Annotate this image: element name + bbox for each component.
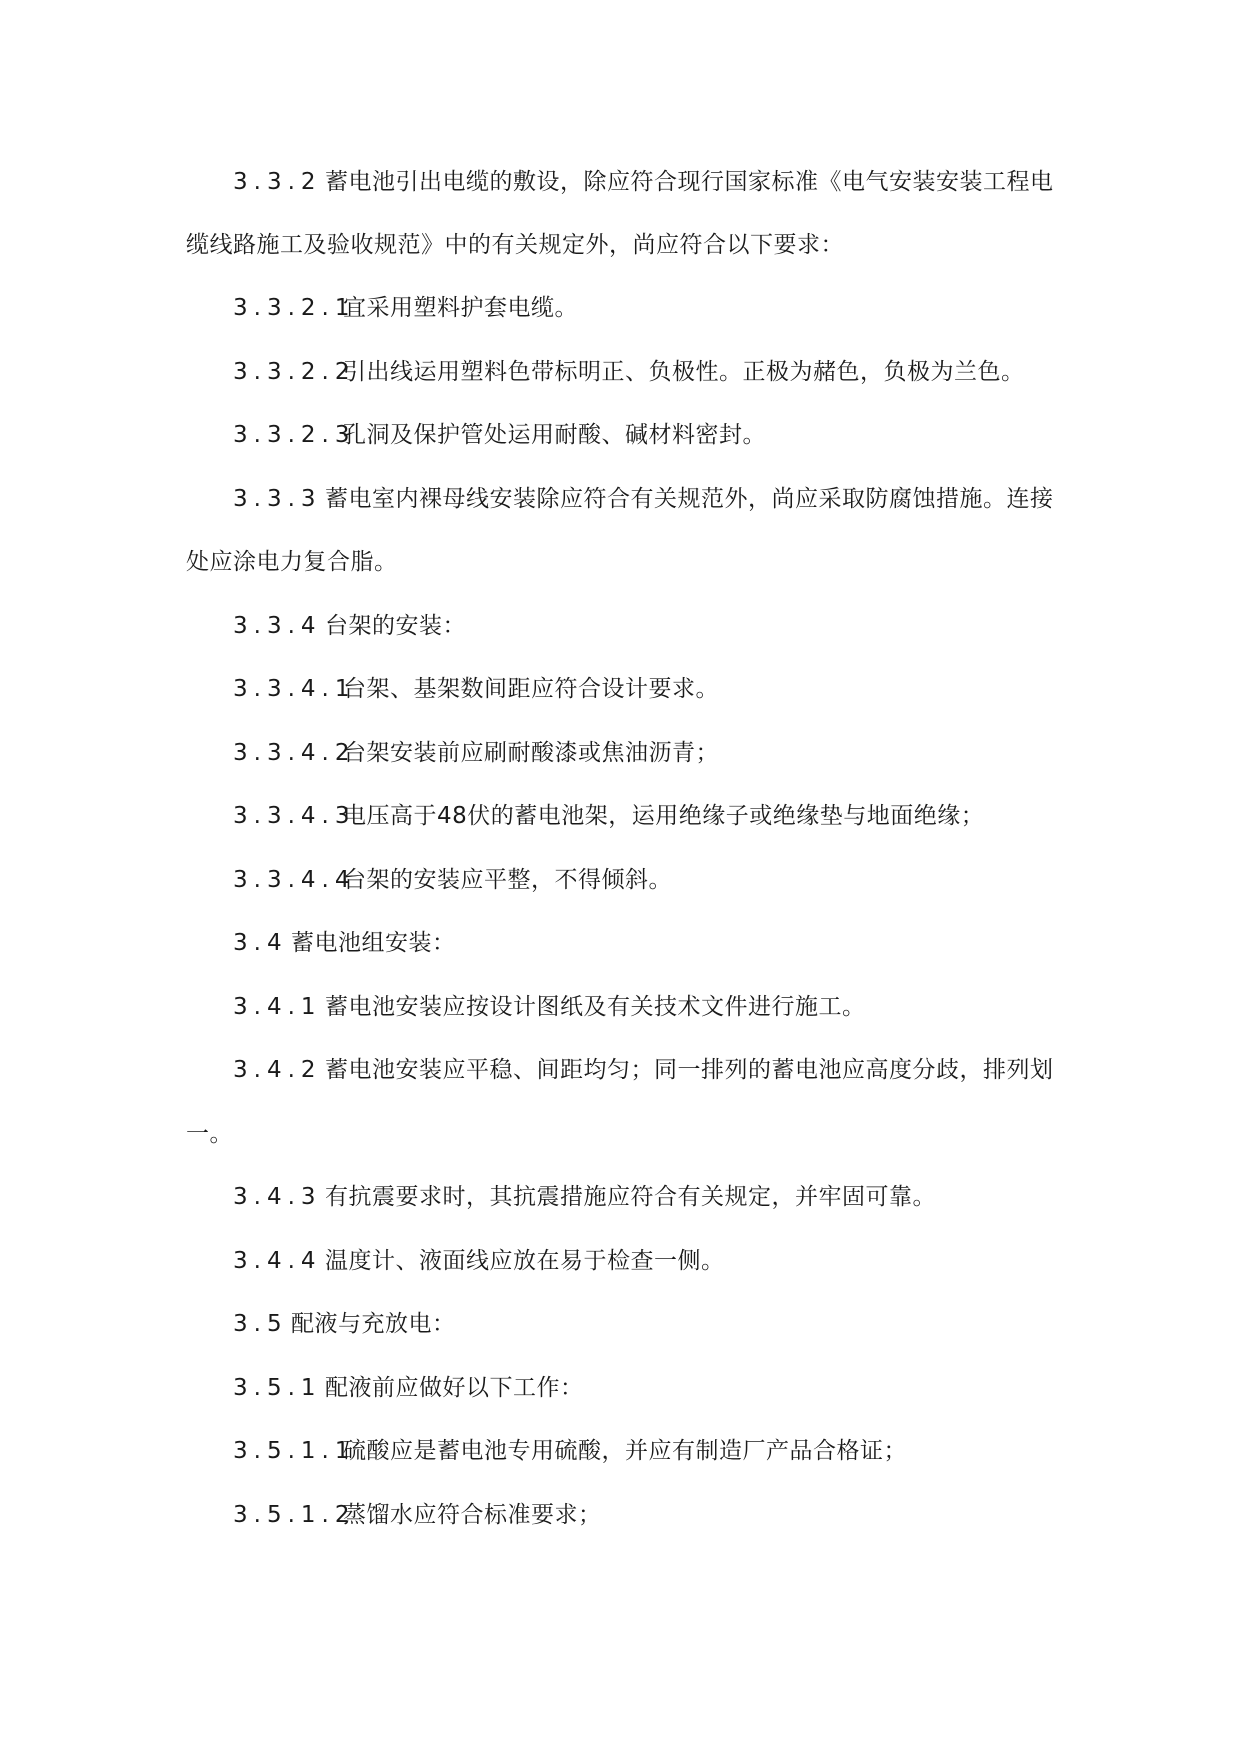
paragraph-3-3-2-1 bbox=[233, 292, 578, 324]
paragraph-text: 蓄电池引出电缆的敷设，除应符合现行国家标准《电气安装安装工程电 bbox=[325, 169, 1054, 195]
section-number: 3.5.1.2 bbox=[233, 1502, 356, 1528]
paragraph-3-3-2-3 bbox=[233, 419, 766, 451]
paragraph-3-3-2-line-1 bbox=[233, 166, 1054, 198]
paragraph-text: 蓄电池组安装： bbox=[291, 930, 456, 956]
paragraph-text: 电压高于48伏的蓄电池架，运用绝缘子或绝缘垫与地面绝缘； bbox=[343, 803, 985, 829]
paragraph-3-3-4-4 bbox=[233, 864, 672, 896]
section-number: 3.4.4 bbox=[233, 1248, 322, 1274]
paragraph-3-4-3 bbox=[233, 1181, 936, 1213]
section-number: 3.4 bbox=[233, 930, 288, 956]
section-number: 3.5.1 bbox=[233, 1375, 322, 1401]
section-number: 3.3.3 bbox=[233, 486, 322, 512]
section-number: 3.3.2 bbox=[233, 169, 322, 195]
section-number: 3.3.4.2 bbox=[233, 740, 356, 766]
paragraph-3-4 bbox=[233, 927, 456, 959]
paragraph-3-4-4 bbox=[233, 1245, 725, 1277]
paragraph-text: 孔洞及保护管处运用耐酸、碱材料密封。 bbox=[343, 422, 766, 448]
paragraph-3-5-1-2 bbox=[233, 1499, 602, 1531]
section-number: 3.3.2.1 bbox=[233, 295, 356, 321]
paragraph-text: 温度计、液面线应放在易于检查一侧。 bbox=[325, 1248, 725, 1274]
paragraph-text: 蒸馏水应符合标准要求； bbox=[343, 1502, 602, 1528]
section-number: 3.4.1 bbox=[233, 994, 322, 1020]
section-number: 3.3.4.1 bbox=[233, 676, 356, 702]
paragraph-text: 台架的安装： bbox=[325, 613, 466, 639]
paragraph-3-3-3-line-1 bbox=[233, 483, 1054, 515]
section-number: 3.3.4.3 bbox=[233, 803, 356, 829]
section-number: 3.4.3 bbox=[233, 1184, 322, 1210]
paragraph-text: 台架的安装应平整，不得倾斜。 bbox=[343, 867, 672, 893]
paragraph-3-4-1 bbox=[233, 991, 866, 1023]
paragraph-3-5-1 bbox=[233, 1372, 584, 1404]
paragraph-text: 引出线运用塑料色带标明正、负极性。正极为赭色，负极为兰色。 bbox=[343, 359, 1025, 385]
paragraph-text: 配液前应做好以下工作： bbox=[325, 1375, 584, 1401]
paragraph-3-3-4-2 bbox=[233, 737, 719, 769]
paragraph-text: 台架安装前应刷耐酸漆或焦油沥青； bbox=[343, 740, 719, 766]
section-number: 3.3.4.4 bbox=[233, 867, 356, 893]
paragraph-3-3-3-line-2 bbox=[186, 546, 398, 578]
paragraph-text: 蓄电池安装应平稳、间距均匀；同一排列的蓄电池应高度分歧，排列划 bbox=[325, 1057, 1054, 1083]
paragraph-3-3-2-2 bbox=[233, 356, 1025, 388]
section-number: 3.3.2.2 bbox=[233, 359, 356, 385]
paragraph-3-5 bbox=[233, 1308, 456, 1340]
paragraph-3-4-2-line-1 bbox=[233, 1054, 1054, 1086]
paragraph-text: 配液与充放电： bbox=[291, 1311, 456, 1337]
paragraph-3-3-2-line-2 bbox=[186, 229, 844, 261]
paragraph-text: 一。 bbox=[186, 1121, 233, 1147]
paragraph-text: 蓄电池安装应按设计图纸及有关技术文件进行施工。 bbox=[325, 994, 866, 1020]
section-number: 3.5.1.1 bbox=[233, 1438, 356, 1464]
paragraph-text: 蓄电室内裸母线安装除应符合有关规范外，尚应采取防腐蚀措施。连接 bbox=[325, 486, 1054, 512]
section-number: 3.5 bbox=[233, 1311, 288, 1337]
paragraph-text: 处应涂电力复合脂。 bbox=[186, 549, 398, 575]
paragraph-text: 硫酸应是蓄电池专用硫酸，并应有制造厂产品合格证； bbox=[343, 1438, 907, 1464]
paragraph-text: 有抗震要求时，其抗震措施应符合有关规定，并牢固可靠。 bbox=[325, 1184, 936, 1210]
paragraph-text: 缆线路施工及验收规范》中的有关规定外，尚应符合以下要求： bbox=[186, 232, 844, 258]
paragraph-3-3-4-3 bbox=[233, 800, 984, 832]
paragraph-3-3-4 bbox=[233, 610, 466, 642]
paragraph-text: 宜采用塑料护套电缆。 bbox=[343, 295, 578, 321]
paragraph-3-3-4-1 bbox=[233, 673, 719, 705]
section-number: 3.3.4 bbox=[233, 613, 322, 639]
section-number: 3.4.2 bbox=[233, 1057, 322, 1083]
paragraph-3-4-2-line-2 bbox=[186, 1118, 233, 1150]
section-number: 3.3.2.3 bbox=[233, 422, 356, 448]
paragraph-text: 台架、基架数间距应符合设计要求。 bbox=[343, 676, 719, 702]
paragraph-3-5-1-1 bbox=[233, 1435, 907, 1467]
